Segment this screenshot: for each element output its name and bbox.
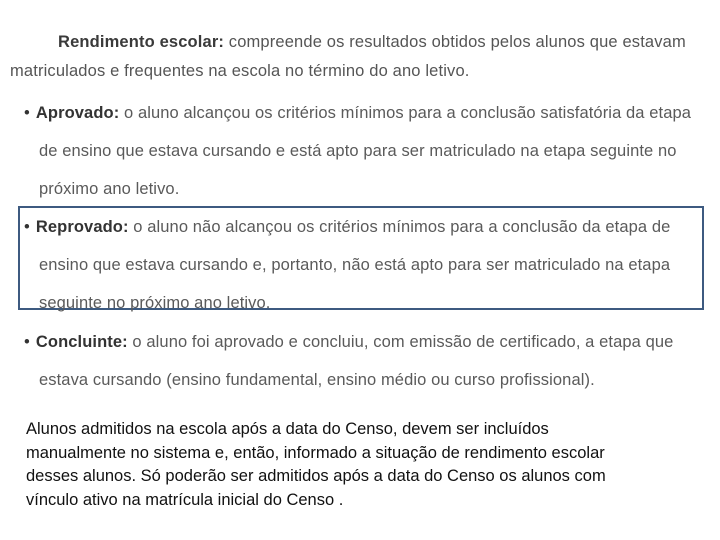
bullet-icon: • (24, 104, 30, 122)
list-item-concluinte (24, 323, 696, 399)
item-line-2: de ensino que estava cursando e está apto para ser matriculado na etapa seguinte no (39, 142, 677, 160)
list-item-reprovado (24, 208, 696, 322)
item-line-1: o aluno não alcançou os critérios mínimos para a conclusão da etapa de (128, 218, 671, 236)
item-line-2: estava cursando (ensino fundamental, ensino médio ou curso profissional). (39, 371, 595, 389)
intro-line-1 (10, 28, 710, 57)
intro-line1-text: compreende os resultados obtidos pelos alunos que estavam (224, 33, 686, 51)
item-line-3: próximo ano letivo. (39, 180, 180, 198)
item-term: Aprovado: (35, 104, 120, 122)
bullet-icon: • (24, 218, 30, 236)
footer-line-1: Alunos admitidos na escola após a data do Censo, devem ser incluídos (26, 420, 549, 438)
item-line-1: o aluno foi aprovado e concluiu, com emissão de certificado, a etapa que (127, 333, 674, 351)
item-line-3: seguinte no próximo ano letivo. (39, 294, 271, 312)
footer-line-4: vínculo ativo na matrícula inicial do Censo . (26, 490, 344, 509)
footer-paragraph (26, 418, 706, 512)
intro-term: Rendimento escolar: (58, 33, 225, 51)
item-term: Reprovado: (35, 218, 129, 236)
footer-line-3: desses alunos. Só poderão ser admitidos após a data do Censo os alunos com (26, 467, 606, 485)
footer-line-2: manualmente no sistema e, então, informado a situação de rendimento escolar (26, 443, 605, 462)
item-line-2: ensino que estava cursando e, portanto, não está apto para ser matriculado na etapa (39, 256, 671, 274)
intro-paragraph (10, 28, 710, 86)
item-line-1: o aluno alcançou os critérios mínimos para a conclusão satisfatória da etapa (119, 104, 692, 122)
item-term: Concluinte: (35, 333, 128, 351)
bullet-icon: • (24, 333, 30, 351)
intro-line-2: matriculados e frequentes na escola no término do ano letivo. (10, 62, 470, 80)
list-item-aprovado (24, 94, 696, 208)
